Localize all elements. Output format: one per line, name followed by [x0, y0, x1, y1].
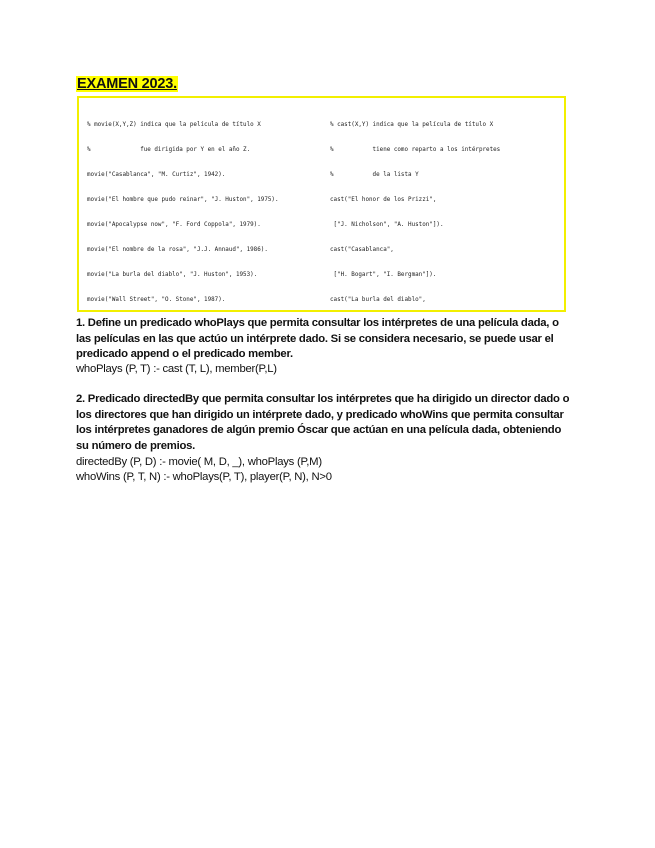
code-column-right — [330, 104, 522, 312]
code-figure — [77, 96, 566, 312]
code-line: % cast(X,Y) indica que la película de título X — [330, 121, 494, 128]
exam-title: EXAMEN 2023. — [77, 76, 177, 92]
code-line: movie("Casablanca", "M. Curtiz", 1942). — [87, 171, 226, 178]
code-line: % de la lista Y — [330, 171, 419, 178]
code-line: % movie(X,Y,Z) indica que la película de título X — [87, 121, 261, 128]
answer-1-line-1: whoPlays (P, T) :- cast (T, L), member(P,L) — [76, 363, 277, 375]
code-line: % tiene como reparto a los intérpretes — [330, 146, 501, 153]
answer-2-line-1: directedBy (P, D) :- movie( M, D, _), whoPlays (P,M) — [76, 456, 322, 468]
code-line: cast("La burla del diablo", — [330, 296, 426, 303]
code-line: movie("La burla del diablo", "J. Huston", 1953). — [87, 271, 258, 278]
code-line: ["H. Bogart", "I. Bergman"]). — [330, 271, 437, 278]
question-1: 1. Define un predicado whoPlays que permita consultar los intérpretes de una película dada, o las películas en las que actúo un intérprete dado. Si se considera necesario, se puede usar el predicado append o el predicado member. — [76, 317, 559, 360]
code-line: cast("El honor de los Prizzi", — [330, 196, 437, 203]
code-line: ["J. Nicholson", "A. Huston"]). — [330, 221, 444, 228]
code-line: movie("El hombre que pudo reinar", "J. Huston", 1975). — [87, 196, 279, 203]
code-line: % fue dirigida por Y en el año Z. — [87, 146, 251, 153]
code-line: movie("El nombre de la rosa", "J.J. Annaud", 1986). — [87, 246, 268, 253]
code-column-left — [87, 104, 279, 312]
code-line: cast("Casablanca", — [330, 246, 394, 253]
code-line: movie("Wall Street", "O. Stone", 1987). — [87, 296, 226, 303]
code-line: movie("Apocalypse now", "F. Ford Coppola", 1979). — [87, 221, 261, 228]
answer-2-line-2: whoWins (P, T, N) :- whoPlays(P, T), player(P, N), N>0 — [76, 471, 332, 483]
question-2: 2. Predicado directedBy que permita consultar los intérpretes que ha dirigido un director dado o los directores que han dirigido un intérprete dado, y predicado whoWins que permita consultar los intérpretes ganadores de algún premio Óscar que actúan en una película dada, obteniendo su número de premios. — [76, 393, 570, 452]
